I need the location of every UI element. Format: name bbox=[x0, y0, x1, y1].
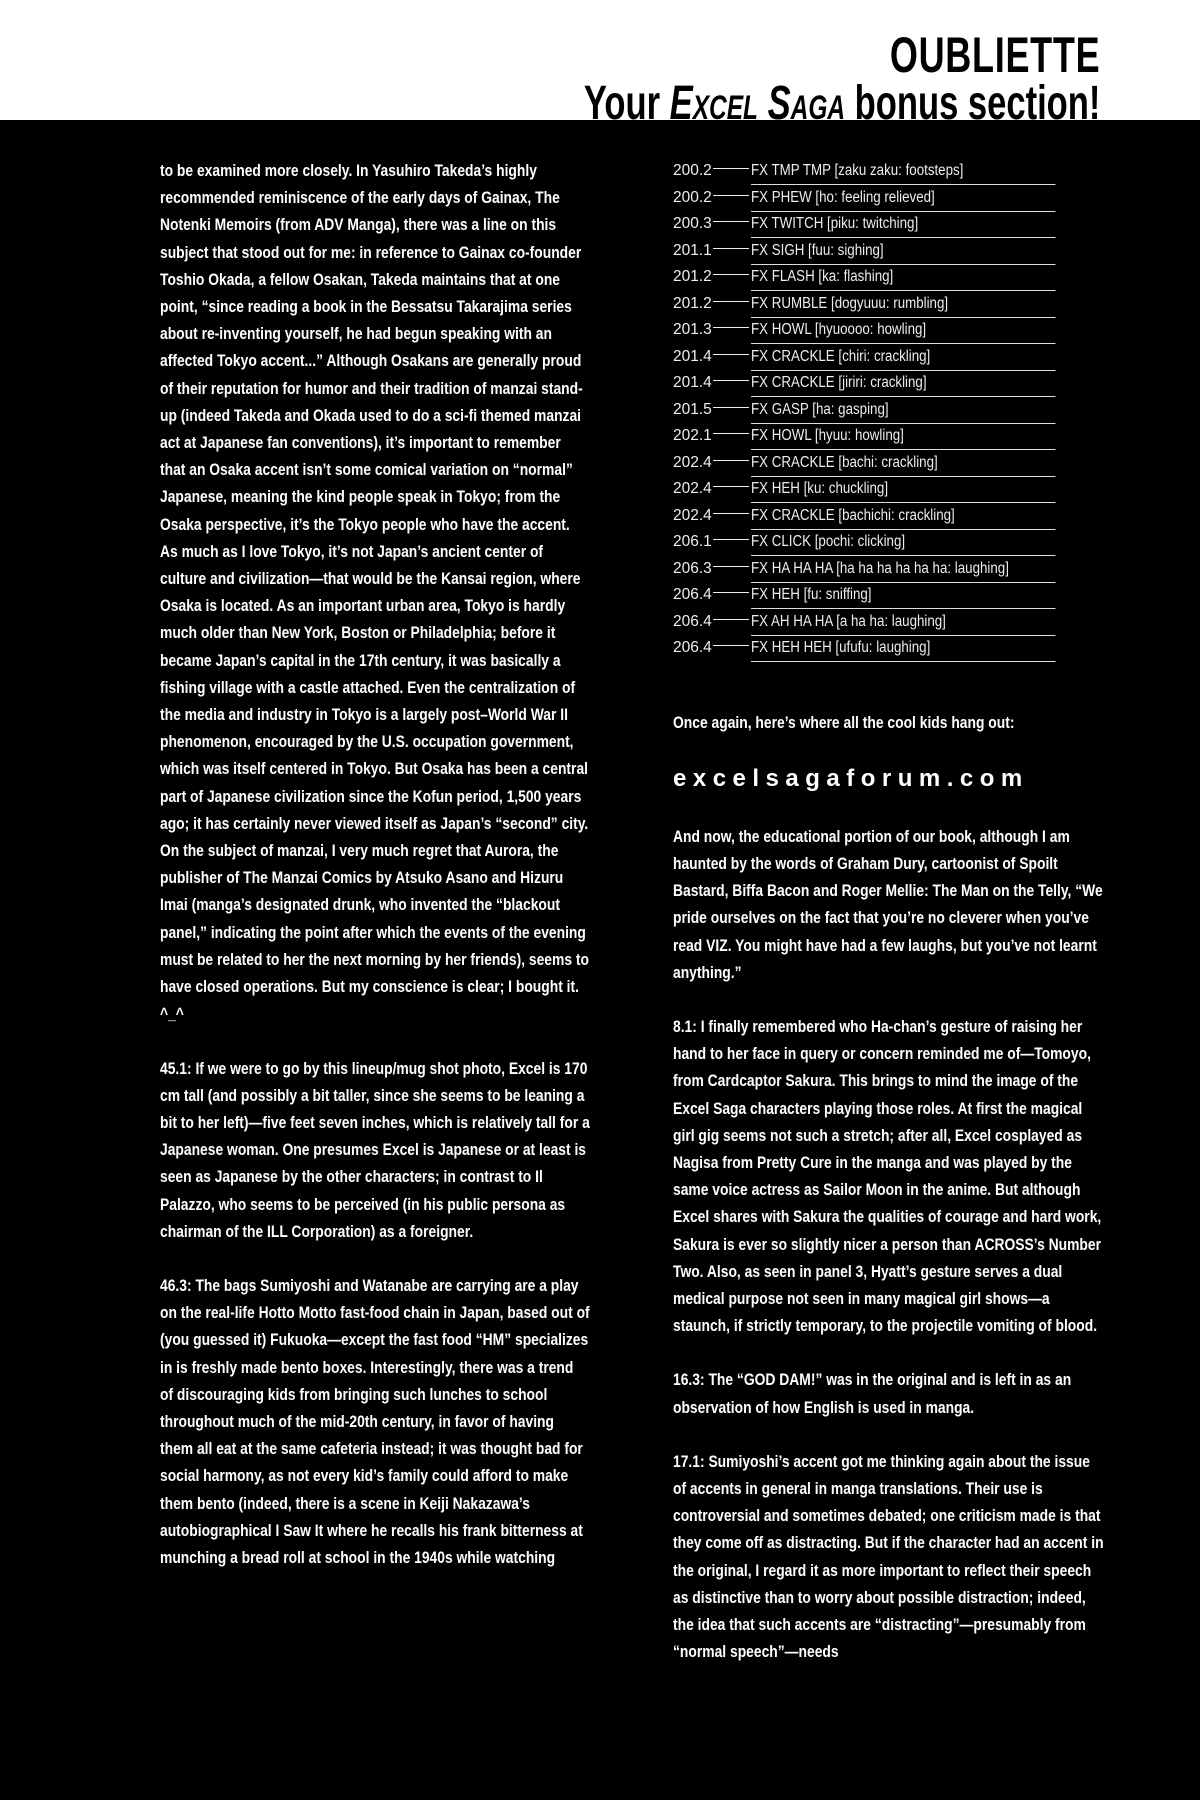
fx-row bbox=[673, 397, 1105, 424]
fx-page-number: 206.1 bbox=[673, 533, 712, 550]
fx-page-number: 206.4 bbox=[673, 612, 712, 630]
fx-row bbox=[673, 158, 1105, 185]
fx-dash bbox=[713, 380, 749, 381]
fx-row bbox=[673, 450, 1105, 477]
fx-text: FX HEH [ku: chuckling] bbox=[751, 476, 1055, 503]
fx-page-number: 201.4 bbox=[673, 347, 712, 365]
fx-page-number: 202.4 bbox=[673, 453, 712, 471]
subtitle-prefix: Your bbox=[583, 77, 670, 130]
fx-page-number: 202.4 bbox=[673, 480, 712, 497]
fx-dash bbox=[713, 168, 749, 169]
fx-dash bbox=[713, 566, 749, 567]
fx-row bbox=[673, 476, 1105, 503]
subtitle-excel: Excel bbox=[669, 77, 758, 130]
fx-page-number: 202.1 bbox=[673, 427, 712, 444]
fx-text: FX FLASH [ka: flashing] bbox=[751, 264, 1055, 291]
fx-page-number: 201.4 bbox=[673, 374, 712, 391]
forum-intro: Once again, here’s where all the cool kids hang out: bbox=[673, 713, 1015, 732]
fx-text: FX SIGH [fuu: sighing] bbox=[751, 238, 1055, 265]
fx-dash bbox=[713, 301, 749, 302]
fx-text: FX CRACKLE [bachi: crackling] bbox=[751, 450, 1055, 477]
fx-text: FX HOWL [hyuoooo: howling] bbox=[751, 317, 1055, 344]
fx-row bbox=[673, 556, 1105, 583]
fx-dash bbox=[713, 539, 749, 540]
right-paragraph-2: 8.1: I finally remembered who Ha-chan’s gesture of raising her hand to her face in query or concern reminded me of—Tomoyo, from Cardcaptor Sakura. This brings to mind the image of the Excel Saga characters playing those roles. At first the magical girl gig seems not such a stretch; after all, Excel cosplayed as Nagisa from Pretty Cure in the manga and was played by the same voice actress as Sailor Moon in the anime. But although Excel shares with Sakura the qualities of courage and hard work, Sakura is ever so slightly nicer a person than ACROSS’s Number Two. Also, as seen in panel 3, Hyatt’s gesture serves a dual medical purpose not seen in many magical girl shows—a staunch, if strictly temporary, to the projectile vomiting of blood. bbox=[673, 1017, 1102, 1336]
fx-row bbox=[673, 185, 1105, 212]
fx-text: FX HOWL [hyuu: howling] bbox=[751, 423, 1055, 450]
right-column bbox=[673, 158, 1105, 1693]
left-paragraph-1: to be examined more closely. In Yasuhiro Takeda’s highly recommended reminiscence of the early days of Gainax, The Notenki Memoirs (from ADV Manga), there was a line on this subject that stood out for me: in reference to Gainax co-founder Toshio Okada, a fellow Osakan, Takeda maintains that at one point, “since reading a book in the Bessatsu Takarajima series about re-inventing yourself, he had begun speaking with an affected Tokyo accent...” Although Osakans are generally proud of their reputation for humor and their tradition of manzai stand-up (indeed Takeda and Okada used to do a sci-fi themed manzai act at Japanese fan conventions), it’s important to remember that an Osaka accent isn’t some comical variation on “normal” Japanese, meaning the kind people speak in Tokyo; from the Osaka perspective, it’s the Tokyo people who have the accent. As much as I love Tokyo, it’s not Japan’s ancient center of culture and civilization—that would be the Kansai region, where Osaka is located. As an important urban area, Tokyo is hardly much older than New York, Boston or Philadelphia; before it became Japan’s capital in the 17th century, it was basically a fishing village with a castle attached. Even the centralization of the media and industry in Tokyo is a largely post–World War II phenomenon, encouraged by the U.S. occupation government, which was itself centered in Tokyo. But Osaka has been a central part of Japanese civilization since the Kofun period, 1,500 years ago; it has certainly never viewed itself as Japan’s “second” city. On the subject of manzai, I very much regret that Aurora, the publisher of The Manzai Comics by Atsuko Asano and Hizuru Imai (manga’s designated drunk, who invented the “blackout panel,” indicating the point after which the events of the evening must be related to her the next morning by her friends), seems to have closed operations. But my conscience is clear; I bought it. ^_^ bbox=[160, 162, 589, 1024]
fx-text: FX TMP TMP [zaku zaku: footsteps] bbox=[751, 158, 1055, 185]
fx-dash bbox=[713, 248, 749, 249]
fx-dash bbox=[713, 327, 749, 328]
fx-page-number: 200.3 bbox=[673, 215, 712, 232]
fx-row bbox=[673, 635, 1105, 662]
fx-page-number: 202.4 bbox=[673, 506, 712, 524]
fx-row bbox=[673, 370, 1105, 397]
right-paragraph-4: 17.1: Sumiyoshi’s accent got me thinking again about the issue of accents in general in manga translations. Their use is controversial and sometimes debated; one criticism made is that they come off as distracting. But if the character had an accent in the original, I regard it as more important to reflect their speech as distinctive than to worry about possible distraction; indeed, the idea that such accents are “distracting”—presumably from “normal speech”—needs bbox=[673, 1452, 1104, 1662]
left-column bbox=[160, 158, 590, 1599]
fx-page-number: 206.3 bbox=[673, 559, 712, 577]
right-paragraph-1: And now, the educational portion of our book, although I am haunted by the words of Graham Dury, cartoonist of Spoilt Bastard, Biffa Bacon and Roger Mellie: The Man on the Telly, “We pride ourselves on the fact that you’re no cleverer when you’ve read VIZ. You might have had a few laughs, but you’ve not learnt anything.” bbox=[673, 827, 1103, 982]
forum-url: excelsagaforum.com bbox=[673, 764, 1029, 792]
fx-text: FX HA HA HA [ha ha ha ha ha ha: laughing] bbox=[751, 556, 1055, 583]
fx-dash bbox=[713, 645, 749, 646]
fx-page-number: 200.2 bbox=[673, 188, 712, 206]
fx-dash bbox=[713, 195, 749, 196]
fx-row bbox=[673, 264, 1105, 291]
fx-row bbox=[673, 423, 1105, 450]
fx-dash bbox=[713, 486, 749, 487]
fx-page-number: 201.1 bbox=[673, 241, 712, 259]
sound-effects-list bbox=[673, 158, 1105, 662]
fx-text: FX HEH [fu: sniffing] bbox=[751, 582, 1055, 609]
fx-page-number: 201.2 bbox=[673, 294, 712, 312]
fx-dash bbox=[713, 460, 749, 461]
fx-text: FX CLICK [pochi: clicking] bbox=[751, 529, 1055, 556]
fx-text: FX CRACKLE [bachichi: crackling] bbox=[751, 503, 1055, 530]
left-paragraph-3: 46.3: The bags Sumiyoshi and Watanabe are carrying are a play on the real-life Hotto Motto fast-food chain in Japan, based out of (you guessed it) Fukuoka—except the fast food “HM” specializes in is freshly made bento boxes. Interestingly, there was a trend of discouraging kids from bringing such lunches to school throughout much of the mid-20th century, in favor of having them all eat at the same cafeteria instead; it was thought bad for social harmony, as not every kid’s family could afford to make them bento (indeed, there is a scene in Keiji Nakazawa’s autobiographical I Saw It where he recalls his frank bitterness at munching a bread roll at school in the 1940s while watching bbox=[160, 1276, 590, 1567]
fx-row bbox=[673, 529, 1105, 556]
fx-row bbox=[673, 317, 1105, 344]
fx-dash bbox=[713, 407, 749, 408]
fx-text: FX CRACKLE [chiri: crackling] bbox=[751, 344, 1055, 371]
fx-page-number: 206.4 bbox=[673, 586, 712, 603]
subtitle-saga: Saga bbox=[767, 77, 845, 130]
fx-text: FX HEH HEH [ufufu: laughing] bbox=[751, 635, 1055, 662]
section-title: OUBLIETTE bbox=[889, 27, 1100, 83]
fx-dash bbox=[713, 354, 749, 355]
fx-text: FX TWITCH [piku: twitching] bbox=[751, 211, 1055, 238]
fx-page-number: 201.3 bbox=[673, 321, 712, 338]
fx-text: FX GASP [ha: gasping] bbox=[751, 397, 1055, 424]
fx-text: FX RUMBLE [dogyuuu: rumbling] bbox=[751, 291, 1055, 318]
fx-dash bbox=[713, 592, 749, 593]
fx-page-number: 201.5 bbox=[673, 400, 712, 418]
fx-text: FX PHEW [ho: feeling relieved] bbox=[751, 185, 1055, 212]
fx-text: FX CRACKLE [jiriri: crackling] bbox=[751, 370, 1055, 397]
fx-dash bbox=[713, 619, 749, 620]
fx-dash bbox=[713, 513, 749, 514]
fx-page-number: 201.2 bbox=[673, 268, 712, 285]
fx-row bbox=[673, 238, 1105, 265]
fx-row bbox=[673, 211, 1105, 238]
page-header bbox=[0, 0, 1200, 130]
fx-row bbox=[673, 344, 1105, 371]
fx-page-number: 206.4 bbox=[673, 639, 712, 656]
fx-dash bbox=[713, 274, 749, 275]
fx-row bbox=[673, 503, 1105, 530]
fx-text: FX AH HA HA [a ha ha: laughing] bbox=[751, 609, 1055, 636]
right-paragraph-3: 16.3: The “GOD DAM!” was in the original and is left in as an observation of how English is used in manga. bbox=[673, 1371, 1072, 1417]
fx-dash bbox=[713, 433, 749, 434]
fx-row bbox=[673, 582, 1105, 609]
fx-row bbox=[673, 609, 1105, 636]
fx-row bbox=[673, 291, 1105, 318]
section-subtitle bbox=[583, 77, 1100, 130]
left-paragraph-2: 45.1: If we were to go by this lineup/mug shot photo, Excel is 170 cm tall (and possibly a bit taller, since she seems to be leaning a bit to her left)—five feet seven inches, which is relatively tall for a Japanese woman. One presumes Excel is Japanese or at least is seen as Japanese by the other characters; in contrast to Il Palazzo, who seems to be perceived (in his public persona as chairman of the ILL Corporation) as a foreigner. bbox=[160, 1059, 590, 1241]
fx-page-number: 200.2 bbox=[673, 162, 712, 179]
subtitle-suffix: bonus section! bbox=[844, 77, 1100, 130]
fx-dash bbox=[713, 221, 749, 222]
